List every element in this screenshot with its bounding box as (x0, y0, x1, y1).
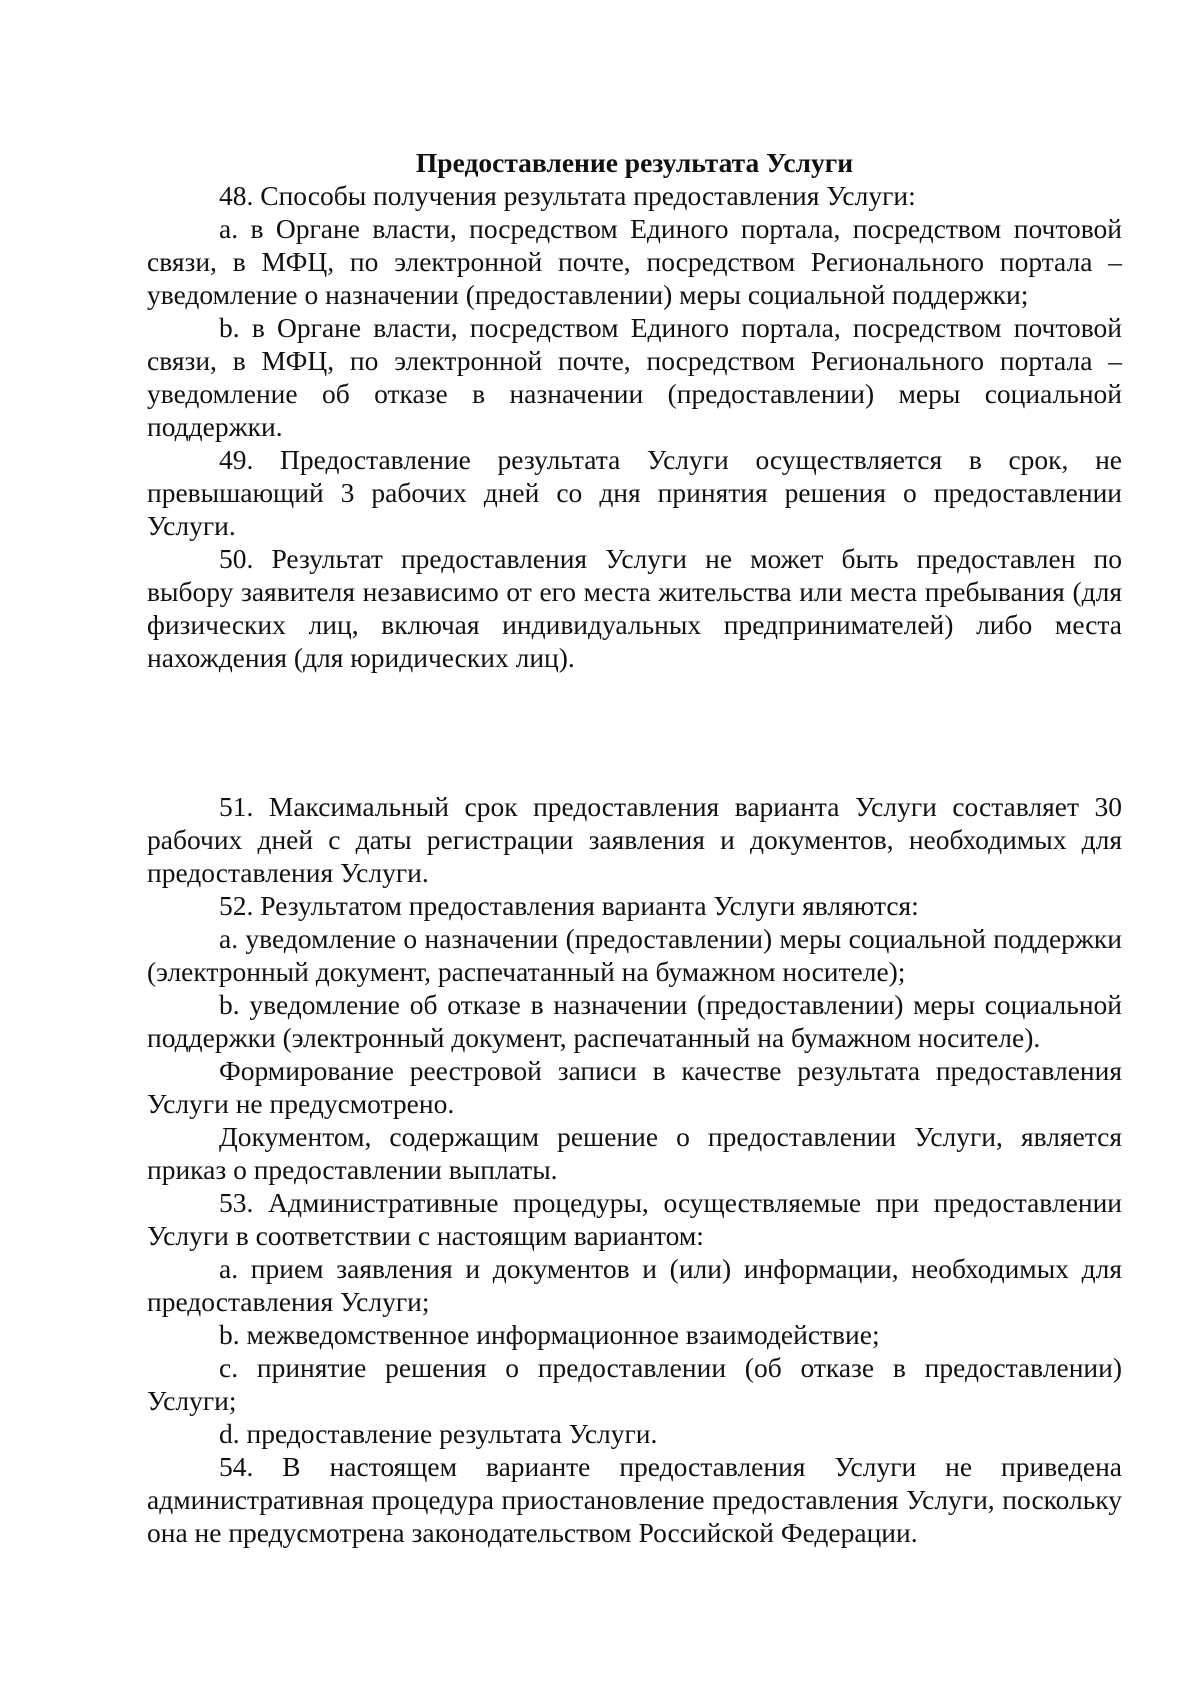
paragraph-decision-document: Документом, содержащим решение о предоставлении Услуги, является приказ о предоставлении выплаты. (147, 1121, 1122, 1185)
paragraph-48b: b. в Органе власти, посредством Единого портала, посредством почтовой связи, в МФЦ, по электронной почте, посредством Регионального портала – уведомление об отказе в назначении (предоставлении) меры социальной поддержки. (147, 312, 1122, 442)
paragraph-53b: b. межведомственное информационное взаимодействие; (219, 1319, 880, 1350)
blank-gap (147, 674, 1122, 790)
section-heading: Предоставление результата Услуги (415, 147, 854, 178)
document-page (147, 146, 1122, 1549)
paragraph-53c: c. принятие решения о предоставлении (об отказе в предоставлении) Услуги; (147, 1352, 1122, 1416)
paragraph-52b: b. уведомление об отказе в назначении (предоставлении) меры социальной поддержки (электронный документ, распечатанный на бумажном носителе). (147, 989, 1122, 1053)
paragraph-52: 52. Результатом предоставления варианта Услуги являются: (219, 890, 919, 921)
paragraph-registry-record: Формирование реестровой записи в качестве результата предоставления Услуги не предусмотрено. (147, 1055, 1122, 1119)
paragraph-48a: a. в Органе власти, посредством Единого портала, посредством почтовой связи, в МФЦ, по электронной почте, посредством Регионального портала – уведомление о назначении (предоставлении) меры социальной поддержки; (147, 213, 1122, 310)
paragraph-48: 48. Способы получения результата предоставления Услуги: (219, 180, 916, 211)
paragraph-53a: a. прием заявления и документов и (или) информации, необходимых для предоставления Услуги; (147, 1253, 1122, 1317)
paragraph-49: 49. Предоставление результата Услуги осуществляется в срок, не превышающий 3 рабочих дней со дня принятия решения о предоставлении Услуги. (147, 444, 1122, 541)
paragraph-53d: d. предоставление результата Услуги. (219, 1418, 658, 1449)
paragraph-50: 50. Результат предоставления Услуги не может быть предоставлен по выбору заявителя независимо от его места жительства или места пребывания (для физических лиц, включая индивидуальных предпринимателей) либо места нахождения (для юридических лиц). (147, 543, 1122, 673)
paragraph-52a: a. уведомление о назначении (предоставлении) меры социальной поддержки (электронный документ, распечатанный на бумажном носителе); (147, 923, 1122, 987)
paragraph-53: 53. Административные процедуры, осуществляемые при предоставлении Услуги в соответствии с настоящим вариантом: (147, 1187, 1122, 1251)
paragraph-51: 51. Максимальный срок предоставления варианта Услуги составляет 30 рабочих дней с даты регистрации заявления и документов, необходимых для предоставления Услуги. (147, 791, 1122, 888)
paragraph-54: 54. В настоящем варианте предоставления Услуги не приведена административная процедура приостановление предоставления Услуги, поскольку она не предусмотрена законодательством Российской Федерации. (147, 1451, 1122, 1548)
